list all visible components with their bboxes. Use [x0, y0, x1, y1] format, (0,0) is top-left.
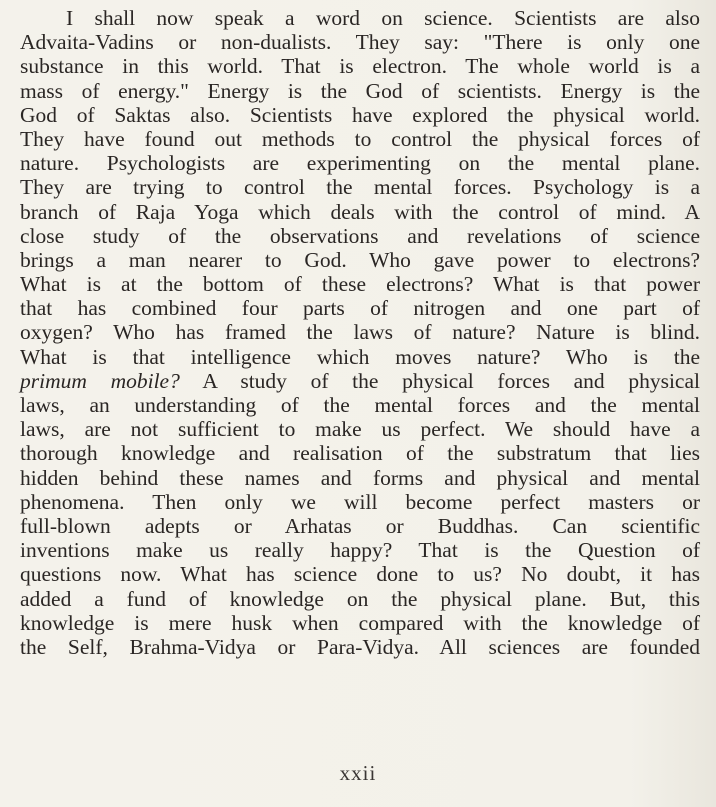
text-line: God of Saktas also. Scientists have explored the physical world. — [20, 102, 700, 127]
page-number: xxii — [339, 761, 377, 785]
text-line: knowledge is mere husk when compared with the knowledge of — [20, 610, 700, 635]
text-line: inventions make us really happy? That is the Question of — [20, 538, 700, 563]
text-line-rest: A study of the physical forces and physical — [179, 368, 700, 393]
text-line: mass of energy." Energy is the God of scientists. Energy is the — [20, 78, 700, 103]
text-line: full-blown adepts or Arhatas or Buddhas. Can scientific — [20, 513, 700, 538]
text-line: I shall now speak a word on science. Scientists are also — [66, 6, 700, 30]
text-line: added a fund of knowledge on the physical plane. But, this — [20, 586, 700, 611]
text-line: Advaita-Vadins or non-dualists. They say: "There is only one — [20, 30, 700, 55]
text-line: They have found out methods to control the physical forces of — [20, 126, 700, 151]
text-line: brings a man nearer to God. Who gave power to electrons? — [20, 247, 700, 272]
body-paragraph — [20, 6, 700, 659]
text-line: What is that intelligence which moves nature? Who is the — [20, 344, 700, 369]
text-line: hidden behind these names and forms and physical and mental — [20, 465, 700, 490]
text-line: phenomena. Then only we will become perfect masters or — [20, 489, 700, 514]
text-line: substance in this world. That is electron. The whole world is a — [20, 54, 700, 79]
text-line — [20, 369, 700, 393]
text-line: that has combined four parts of nitrogen and one part of — [20, 296, 700, 321]
text-line: They are trying to control the mental forces. Psychology is a — [20, 175, 700, 200]
text-line: the Self, Brahma-Vidya or Para-Vidya. All sciences are founded — [20, 634, 700, 659]
text-line: questions now. What has science done to us? No doubt, it has — [20, 562, 700, 587]
text-line: thorough knowledge and realisation of the substratum that lies — [20, 441, 700, 466]
text-line: What is at the bottom of these electrons? What is that power — [20, 272, 700, 297]
text-line: branch of Raja Yoga which deals with the control of mind. A — [20, 199, 700, 224]
text-line: laws, an understanding of the mental forces and the mental — [20, 393, 700, 417]
text-line: close study of the observations and revelations of science — [20, 223, 700, 248]
italic-phrase: primum mobile? — [20, 368, 180, 393]
text-line: nature. Psychologists are experimenting on the mental plane. — [20, 151, 700, 176]
text-line: laws, are not sufficient to make us perfect. We should have a — [20, 417, 700, 442]
text-line: oxygen? Who has framed the laws of nature? Nature is blind. — [20, 320, 700, 345]
